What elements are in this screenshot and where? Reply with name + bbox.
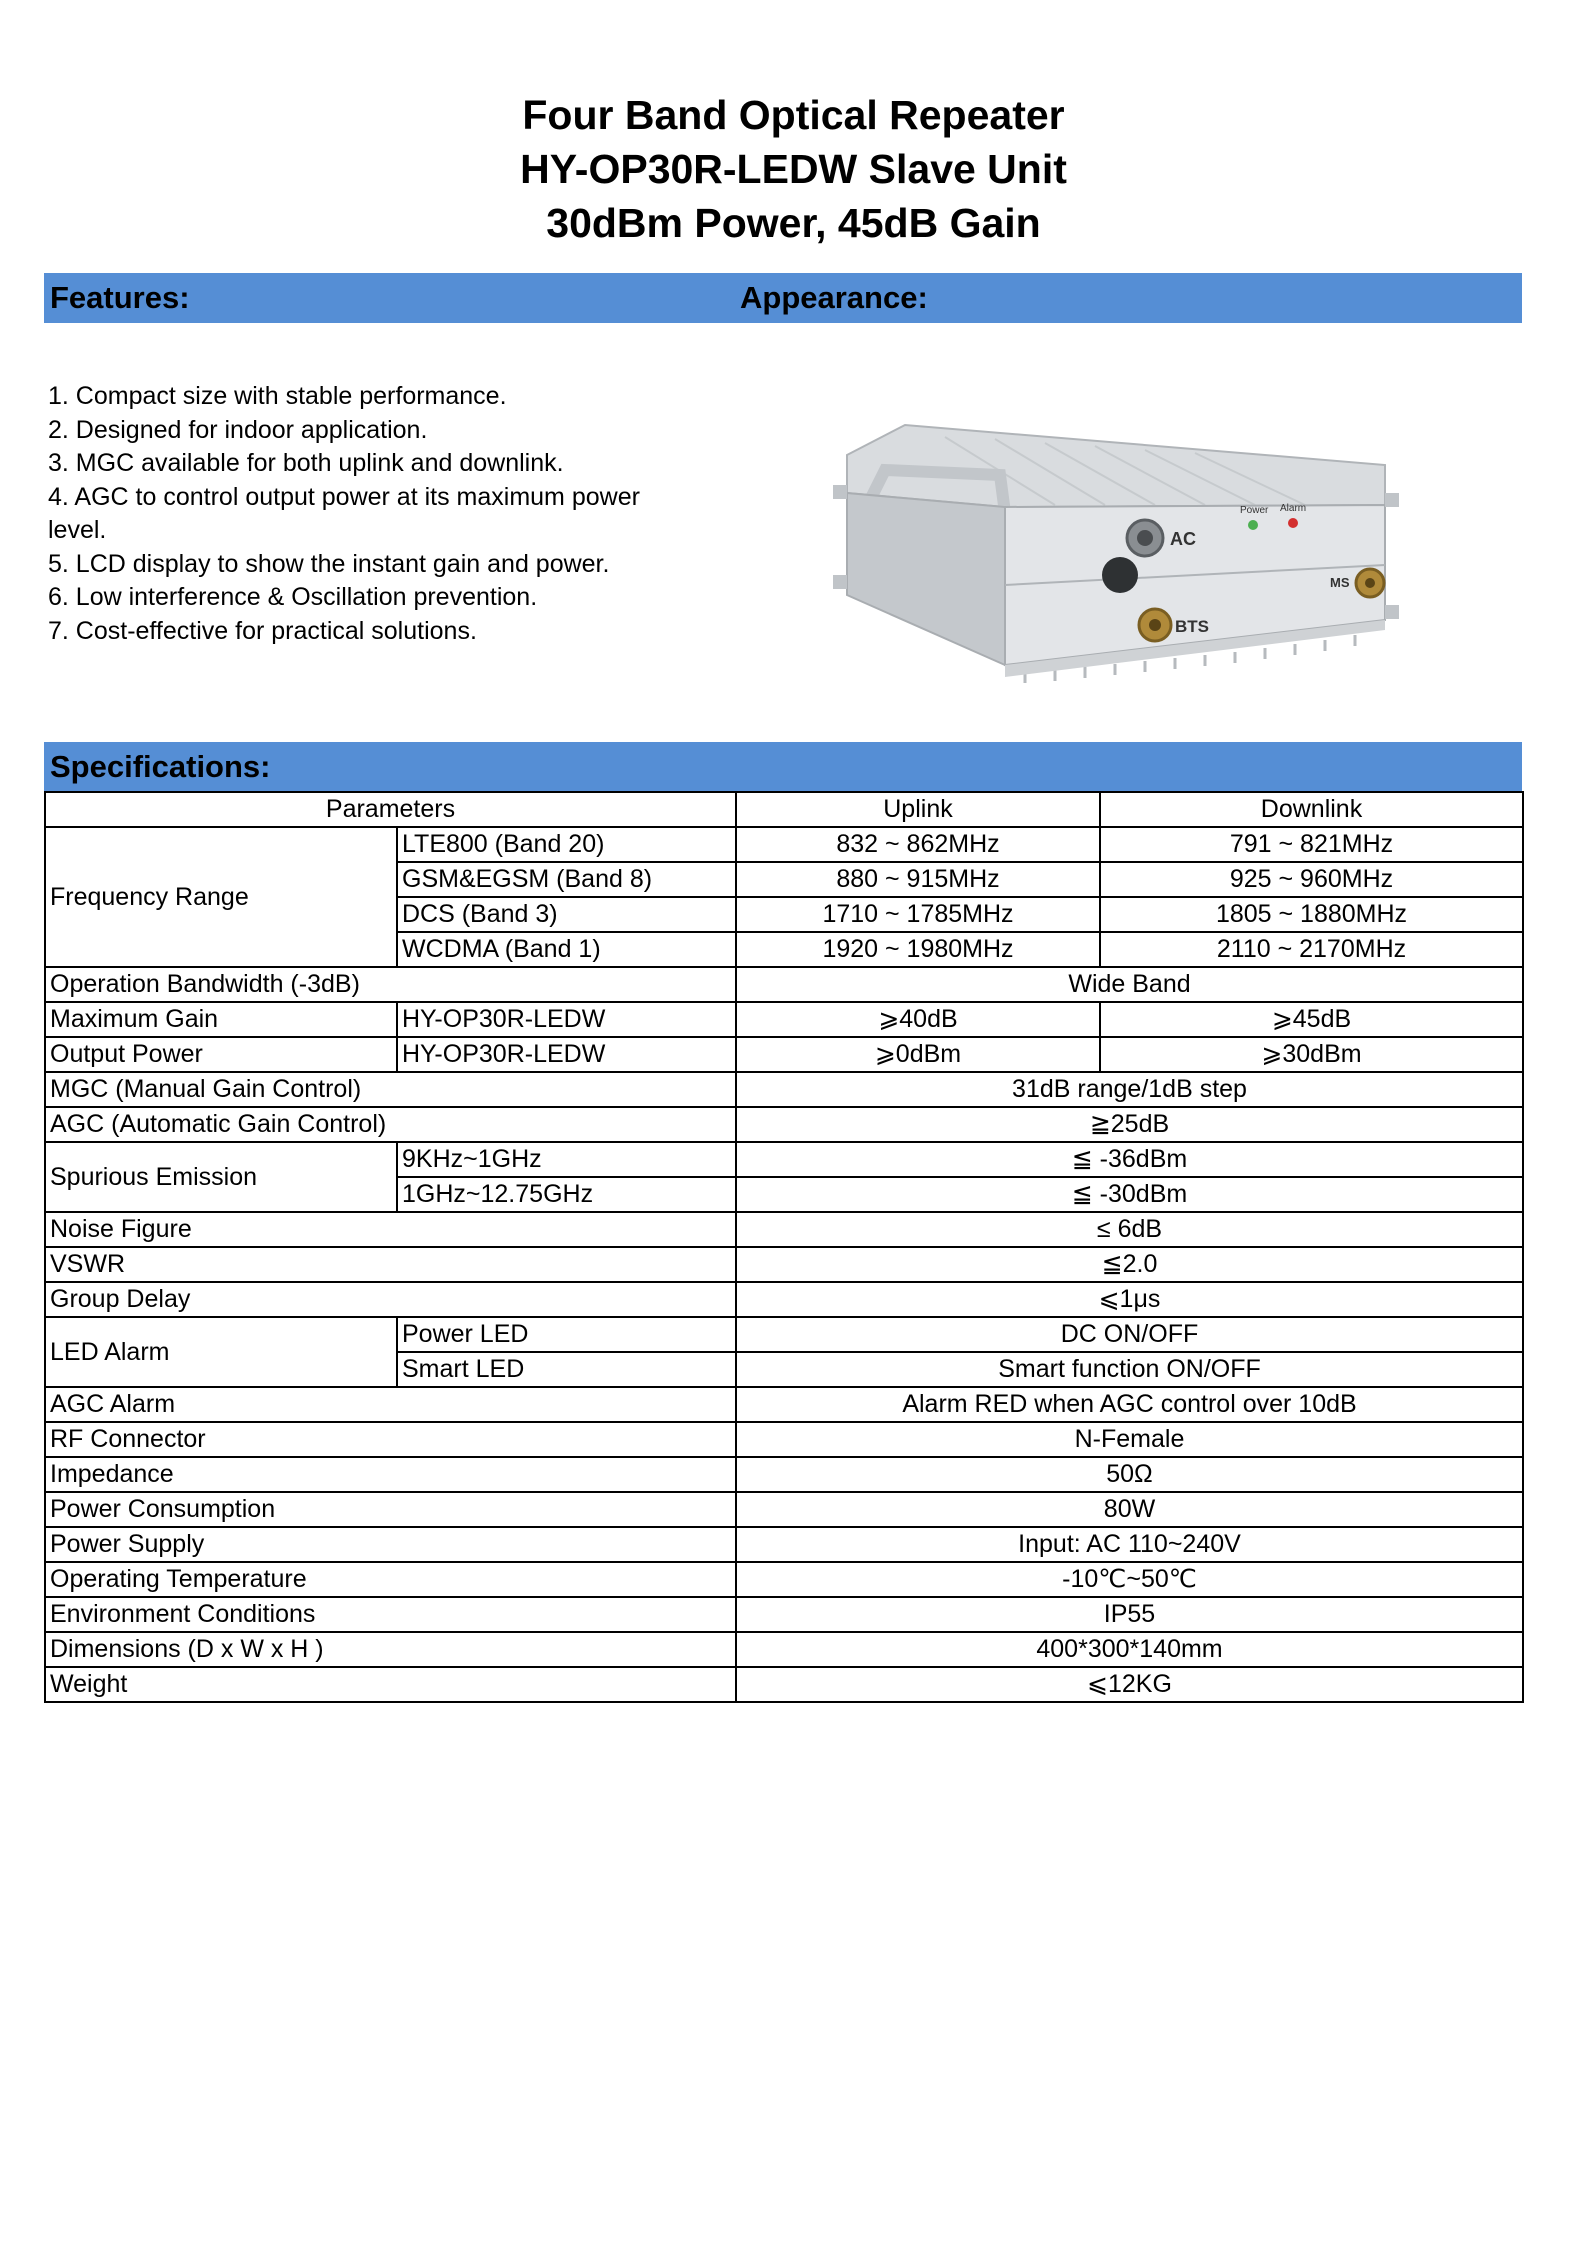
table-row (45, 1492, 1523, 1527)
param-value: ≦ -30dBm (736, 1177, 1523, 1212)
downlink-value: ⩾45dB (1100, 1002, 1523, 1037)
led-alarm-label: LED Alarm (45, 1317, 397, 1387)
feature-item: 4. AGC to control output power at its maximum power level. (48, 482, 640, 544)
table-row (45, 1212, 1523, 1247)
param-value: IP55 (736, 1597, 1523, 1632)
specifications-table (44, 791, 1524, 1703)
param-value: 80W (736, 1492, 1523, 1527)
param-label: AGC (Automatic Gain Control) (45, 1107, 736, 1142)
header-downlink: Downlink (1100, 792, 1523, 827)
downlink-value: 2110 ~ 2170MHz (1100, 932, 1523, 967)
table-row (45, 1597, 1523, 1632)
spurious-range: 1GHz~12.75GHz (397, 1177, 736, 1212)
table-row (45, 1107, 1523, 1142)
feature-item: 7. Cost-effective for practical solutions. (48, 616, 477, 645)
param-label: VSWR (45, 1247, 736, 1282)
document-title (0, 88, 1587, 250)
param-label: Noise Figure (45, 1212, 736, 1247)
bts-port-label: BTS (1175, 617, 1209, 636)
param-label: Environment Conditions (45, 1597, 736, 1632)
table-row (45, 1247, 1523, 1282)
table-row (45, 1387, 1523, 1422)
table-row (45, 1002, 1523, 1037)
param-value: ⩽12KG (736, 1667, 1523, 1702)
param-value: ≦ -36dBm (736, 1142, 1523, 1177)
spurious-emission-label: Spurious Emission (45, 1142, 397, 1212)
param-label: Maximum Gain (45, 1002, 397, 1037)
appearance-heading: Appearance: (740, 280, 928, 315)
title-line-3: 30dBm Power, 45dB Gain (546, 200, 1041, 246)
param-label: RF Connector (45, 1422, 736, 1457)
param-label: Output Power (45, 1037, 397, 1072)
param-label: Impedance (45, 1457, 736, 1492)
param-label: Operation Bandwidth (-3dB) (45, 967, 736, 1002)
param-label: Power Supply (45, 1527, 736, 1562)
feature-item: 1. Compact size with stable performance. (48, 382, 507, 410)
header-parameters: Parameters (45, 792, 736, 827)
param-value: Input: AC 110~240V (736, 1527, 1523, 1562)
uplink-value: 1710 ~ 1785MHz (736, 897, 1100, 932)
table-row (45, 1562, 1523, 1597)
param-value: Smart function ON/OFF (736, 1352, 1523, 1387)
uplink-value: 880 ~ 915MHz (736, 862, 1100, 897)
ms-port-label: MS (1330, 575, 1350, 590)
table-header-row (45, 792, 1523, 827)
uplink-value: ⩾0dBm (736, 1037, 1100, 1072)
spurious-range: 9KHz~1GHz (397, 1142, 736, 1177)
param-label: Weight (45, 1667, 736, 1702)
title-line-2: HY-OP30R-LEDW Slave Unit (520, 146, 1067, 192)
uplink-value: 1920 ~ 1980MHz (736, 932, 1100, 967)
table-row (45, 1527, 1523, 1562)
model-name: HY-OP30R-LEDW (397, 1037, 736, 1072)
title-line-1: Four Band Optical Repeater (522, 92, 1065, 138)
param-label: Group Delay (45, 1282, 736, 1317)
power-led-label: Power (1240, 505, 1269, 516)
param-value: ≧25dB (736, 1107, 1523, 1142)
feature-item: 5. LCD display to show the instant gain and power. (48, 549, 610, 578)
band-name: GSM&EGSM (Band 8) (397, 862, 736, 897)
param-value: ⩽1μs (736, 1282, 1523, 1317)
param-value: -10℃~50℃ (736, 1562, 1523, 1597)
param-value: Wide Band (736, 967, 1523, 1002)
table-row (45, 1422, 1523, 1457)
param-label: Power Consumption (45, 1492, 736, 1527)
model-name: HY-OP30R-LEDW (397, 1002, 736, 1037)
param-label: AGC Alarm (45, 1387, 736, 1422)
param-value: 50Ω (736, 1457, 1523, 1492)
table-row (45, 967, 1523, 1002)
header-uplink: Uplink (736, 792, 1100, 827)
feature-item: 2. Designed for indoor application. (48, 415, 428, 444)
repeater-product-photo (825, 415, 1430, 695)
param-value: ≦2.0 (736, 1247, 1523, 1282)
features-list (48, 380, 698, 648)
param-value: N-Female (736, 1422, 1523, 1457)
feature-item: 6. Low interference & Oscillation prevention. (48, 583, 538, 611)
features-heading: Features: (50, 280, 190, 315)
table-row (45, 1632, 1523, 1667)
led-name: Smart LED (397, 1352, 736, 1387)
param-value: 400*300*140mm (736, 1632, 1523, 1667)
table-row (45, 1457, 1523, 1492)
table-row (45, 1317, 1523, 1352)
param-label: Dimensions (D x W x H ) (45, 1632, 736, 1667)
alarm-led-label: Alarm (1280, 503, 1307, 514)
uplink-value: 832 ~ 862MHz (736, 827, 1100, 862)
downlink-value: 791 ~ 821MHz (1100, 827, 1523, 862)
specifications-heading: Specifications: (50, 749, 271, 784)
table-row (45, 1282, 1523, 1317)
table-row (45, 827, 1523, 862)
frequency-range-label: Frequency Range (45, 827, 397, 967)
features-appearance-header-bar (44, 273, 1522, 323)
param-value: DC ON/OFF (736, 1317, 1523, 1352)
param-label: Operating Temperature (45, 1562, 736, 1597)
param-value: 31dB range/1dB step (736, 1072, 1523, 1107)
table-row (45, 1667, 1523, 1702)
table-row (45, 1037, 1523, 1072)
downlink-value: ⩾30dBm (1100, 1037, 1523, 1072)
table-row (45, 1142, 1523, 1177)
band-name: WCDMA (Band 1) (397, 932, 736, 967)
downlink-value: 1805 ~ 1880MHz (1100, 897, 1523, 932)
table-row (45, 1072, 1523, 1107)
param-label: MGC (Manual Gain Control) (45, 1072, 736, 1107)
param-value: ≤ 6dB (736, 1212, 1523, 1247)
ac-port-label: AC (1170, 529, 1196, 549)
band-name: LTE800 (Band 20) (397, 827, 736, 862)
specifications-header-bar (44, 742, 1522, 792)
feature-item: 3. MGC available for both uplink and downlink. (48, 449, 564, 477)
uplink-value: ⩾40dB (736, 1002, 1100, 1037)
param-value: Alarm RED when AGC control over 10dB (736, 1387, 1523, 1422)
band-name: DCS (Band 3) (397, 897, 736, 932)
led-name: Power LED (397, 1317, 736, 1352)
downlink-value: 925 ~ 960MHz (1100, 862, 1523, 897)
